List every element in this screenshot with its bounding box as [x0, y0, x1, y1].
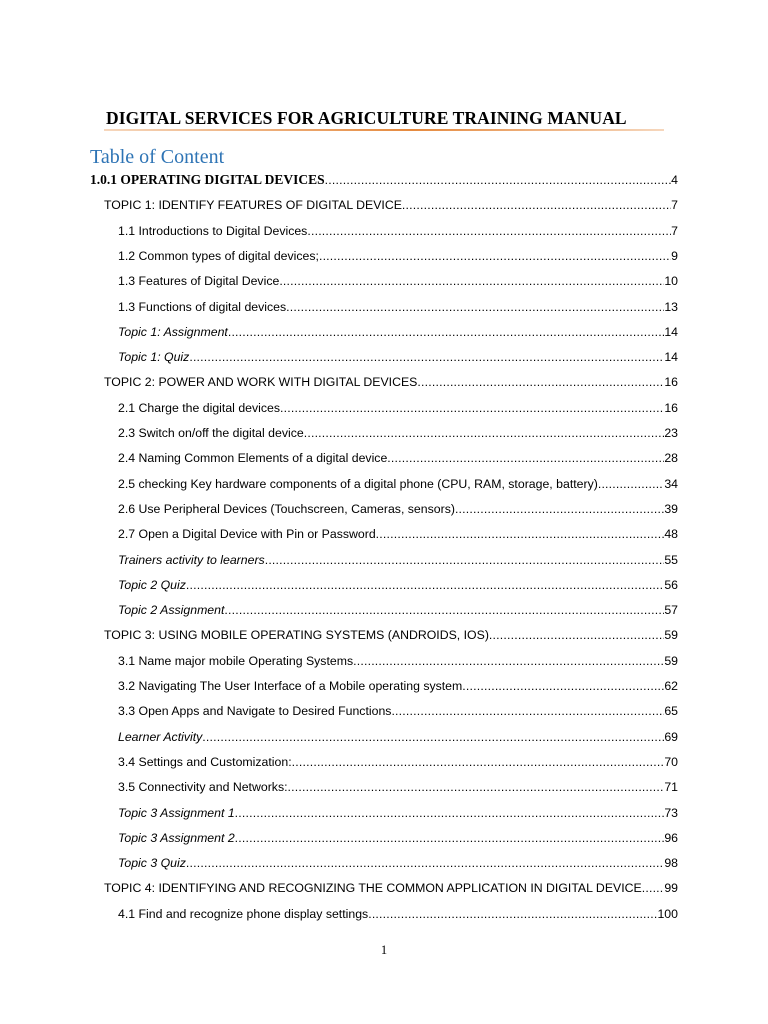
toc-subsection-entry[interactable]	[118, 322, 678, 342]
toc-subsection-entry[interactable]	[118, 777, 678, 797]
toc-subsection-entry[interactable]	[118, 904, 678, 924]
toc-dot-leader	[417, 372, 664, 392]
toc-entry-page-number: 7	[671, 223, 678, 238]
toc-dot-leader	[235, 803, 665, 823]
toc-entry-page-number: 56	[664, 577, 678, 592]
toc-entry-label: 3.5 Connectivity and Networks:	[118, 780, 288, 795]
toc-entry-page-number: 71	[664, 780, 678, 795]
toc-dot-leader	[189, 347, 664, 367]
toc-dot-leader	[368, 904, 657, 924]
toc-dot-leader	[224, 600, 664, 620]
toc-entry-page-number: 39	[664, 501, 678, 516]
toc-entry-label: 1.3 Features of Digital Device	[118, 274, 280, 289]
toc-dot-leader	[186, 575, 664, 595]
toc-entry-page-number: 16	[664, 400, 678, 415]
toc-subsection-entry[interactable]	[118, 271, 678, 291]
toc-entry-page-number: 14	[664, 324, 678, 339]
toc-subsection-entry[interactable]	[118, 550, 678, 570]
toc-dot-leader	[402, 195, 671, 215]
toc-entry-label: 2.3 Switch on/off the digital device	[118, 426, 304, 440]
toc-dot-leader	[353, 651, 664, 671]
toc-entry-page-number: 99	[664, 881, 678, 896]
toc-entry-label: 1.3 Functions of digital devices	[118, 299, 287, 314]
toc-topic-entry[interactable]	[104, 878, 678, 898]
toc-subsection-entry[interactable]	[118, 676, 678, 696]
toc-entry-label: TOPIC 3: USING MOBILE OPERATING SYSTEMS (ANDROIDS, IOS)	[104, 628, 489, 643]
toc-dot-leader	[279, 271, 664, 291]
toc-subsection-entry[interactable]	[118, 474, 678, 494]
toc-entry-label: 1.2 Common types of digital devices;	[118, 248, 319, 263]
toc-entry-label: Topic 3 Assignment 1	[118, 805, 235, 820]
toc-subsection-entry[interactable]	[118, 297, 678, 317]
toc-entry-label: 2.7 Open a Digital Device with Pin or Password	[118, 527, 376, 542]
toc-entry-label: 3.3 Open Apps and Navigate to Desired Functions	[118, 704, 392, 719]
toc-topic-entry[interactable]	[104, 195, 678, 215]
toc-subsection-entry[interactable]	[118, 398, 678, 418]
toc-entry-page-number: 70	[664, 754, 678, 769]
toc-entry-page-number: 14	[664, 350, 678, 365]
toc-entry-label: Topic 1: Quiz	[118, 350, 190, 365]
toc-entry-page-number: 73	[664, 805, 678, 820]
toc-dot-leader	[376, 524, 665, 544]
toc-subsection-entry[interactable]	[118, 221, 678, 241]
toc-entry-label: 1.0.1 OPERATING DIGITAL DEVICES	[90, 172, 325, 187]
toc-entry-page-number: 65	[664, 704, 678, 719]
toc-dot-leader	[202, 727, 664, 747]
toc-subsection-entry[interactable]	[118, 853, 678, 873]
toc-subsection-entry[interactable]	[118, 651, 678, 671]
toc-entry-page-number: 59	[664, 653, 678, 668]
toc-entry-label: 1.1 Introductions to Digital Devices	[118, 223, 308, 238]
toc-dot-leader	[319, 246, 671, 266]
toc-subsection-entry[interactable]	[118, 448, 678, 468]
toc-dot-leader	[325, 170, 671, 190]
toc-entry-label: TOPIC 1: IDENTIFY FEATURES OF DIGITAL DEVICE	[104, 198, 402, 213]
toc-entry-page-number: 13	[664, 299, 678, 314]
toc-subsection-entry[interactable]	[118, 828, 678, 848]
toc-subsection-entry[interactable]	[118, 499, 678, 519]
toc-dot-leader	[280, 398, 664, 418]
toc-subsection-entry[interactable]	[118, 752, 678, 772]
toc-entry-label: Topic 3 Assignment 2	[118, 830, 235, 845]
toc-dot-leader	[489, 625, 664, 645]
toc-entry-label: Topic 1: Assignment	[118, 324, 228, 339]
toc-subsection-entry[interactable]	[118, 524, 678, 544]
toc-subsection-entry[interactable]	[118, 803, 678, 823]
toc-entry-page-number: 98	[664, 856, 678, 871]
toc-dot-leader	[642, 878, 665, 898]
toc-entry-page-number: 10	[664, 274, 678, 289]
toc-entry-label: 2.6 Use Peripheral Devices (Touchscreen, Cameras, sensors)	[118, 501, 455, 516]
toc-entry-page-number: 55	[664, 552, 678, 567]
toc-entry-page-number: 7	[671, 198, 678, 213]
toc-dot-leader	[228, 322, 664, 342]
toc-entry-page-number: 96	[664, 830, 678, 845]
toc-dot-leader	[292, 752, 665, 772]
toc-entry-page-number: 62	[664, 679, 678, 693]
toc-entry-label: Topic 2 Assignment	[118, 603, 225, 618]
toc-topic-entry[interactable]	[104, 372, 678, 392]
toc-entry-label: 2.1 Charge the digital devices	[118, 400, 281, 415]
toc-entry-page-number: 34	[664, 476, 678, 491]
toc-dot-leader	[598, 474, 664, 494]
toc-subsection-entry[interactable]	[118, 347, 678, 367]
toc-dot-leader	[307, 221, 671, 241]
toc-dot-leader	[455, 499, 664, 519]
toc-entry-page-number: 57	[664, 603, 678, 618]
toc-dot-leader	[235, 828, 665, 848]
toc-entry-label: 3.2 Navigating The User Interface of a Mobile operating system	[118, 679, 463, 693]
toc-dot-leader	[462, 676, 664, 696]
toc-entry-label: 3.4 Settings and Customization:	[118, 754, 292, 769]
toc-entry-page-number: 100	[657, 906, 678, 921]
toc-entry-page-number: 48	[664, 527, 678, 542]
toc-entry-label: Trainers activity to learners	[118, 552, 265, 567]
toc-entry-label: 4.1 Find and recognize phone display settings	[118, 906, 369, 921]
table-of-contents-heading: Table of Content	[90, 146, 225, 168]
toc-entry-page-number: 16	[664, 375, 678, 390]
page-number: 1	[380, 943, 388, 957]
toc-entry-label: 2.5 checking Key hardware components of a digital phone (CPU, RAM, storage, battery)	[118, 476, 598, 491]
toc-entry-label: TOPIC 2: POWER AND WORK WITH DIGITAL DEVICES	[104, 375, 418, 390]
toc-entry-label: 2.4 Naming Common Elements of a digital device	[118, 451, 388, 466]
toc-dot-leader	[286, 297, 664, 317]
toc-entry-page-number: 23	[664, 426, 678, 440]
toc-subsection-entry[interactable]	[118, 727, 678, 747]
toc-entry-page-number: 9	[671, 248, 678, 263]
toc-topic-entry[interactable]	[104, 625, 678, 645]
toc-entry-page-number: 69	[664, 729, 678, 744]
toc-dot-leader	[288, 777, 665, 797]
toc-subsection-entry[interactable]	[118, 423, 678, 443]
toc-entry-label: TOPIC 4: IDENTIFYING AND RECOGNIZING THE COMMON APPLICATION IN DIGITAL DEVICE	[104, 881, 642, 896]
toc-entry-page-number: 28	[664, 451, 678, 466]
toc-dot-leader	[387, 448, 664, 468]
title-underline-divider	[104, 129, 664, 131]
toc-entry-page-number: 4	[671, 173, 678, 187]
toc-entry-label: Topic 3 Quiz	[118, 856, 186, 871]
toc-entry-label: Topic 2 Quiz	[118, 577, 186, 592]
toc-subsection-entry[interactable]	[118, 575, 678, 595]
toc-chapter-entry[interactable]	[90, 170, 678, 190]
toc-entry-label: 3.1 Name major mobile Operating Systems	[118, 653, 354, 668]
toc-entry-label: Learner Activity	[118, 729, 203, 744]
document-title: DIGITAL SERVICES FOR AGRICULTURE TRAINING MANUAL	[106, 108, 627, 128]
toc-entry-page-number: 59	[664, 628, 678, 643]
toc-subsection-entry[interactable]	[118, 246, 678, 266]
toc-dot-leader	[265, 550, 665, 570]
toc-dot-leader	[391, 701, 664, 721]
toc-subsection-entry[interactable]	[118, 701, 678, 721]
toc-dot-leader	[186, 853, 664, 873]
toc-subsection-entry[interactable]	[118, 600, 678, 620]
toc-dot-leader	[304, 423, 665, 443]
